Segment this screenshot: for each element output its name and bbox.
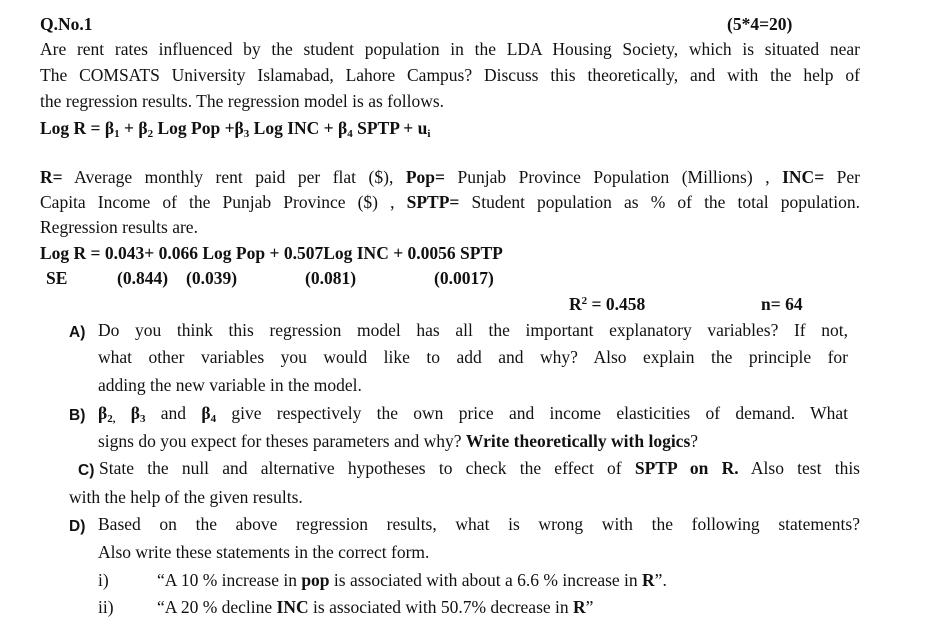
part-a-line-1: Do you think this regression model has all the important explanatory variables? If not,	[98, 320, 848, 340]
statement-ii: “A 20 % decline INC is associated with 50.7% decrease in R”	[157, 597, 594, 617]
part-b-line-2: signs do you expect for theses parameters and why? Write theoretically with logics?	[98, 431, 699, 451]
intro-line-2: The COMSATS University Islamabad, Lahore Campus? Discuss this theoretically, and with the help of	[40, 65, 860, 85]
statement-i-number: i)	[98, 570, 109, 590]
definitions-line-2: Capita Income of the Punjab Province ($) , SPTP= Student population as % of the total population.	[40, 192, 860, 212]
se-value-sptp: (0.0017)	[434, 268, 494, 288]
statement-ii-number: ii)	[98, 597, 114, 617]
statement-i: “A 10 % increase in pop is associated with about a 6.6 % increase in R”.	[157, 570, 667, 590]
part-c-line-2: with the help of the given results.	[69, 487, 303, 507]
question-marks: (5*4=20)	[727, 14, 793, 34]
part-d-line-1: Based on the above regression results, what is wrong with the following statements?	[98, 514, 860, 534]
estimated-equation: Log R = 0.043+ 0.066 Log Pop + 0.507Log INC + 0.0056 SPTP	[40, 243, 503, 263]
question-number: Q.No.1	[40, 14, 93, 34]
definitions-line-3: Regression results are.	[40, 217, 198, 237]
part-b-label: B)	[69, 407, 86, 424]
part-c-line-1: State the null and alternative hypotheses to check the effect of SPTP on R. Also test this	[99, 458, 860, 478]
part-a-line-2: what other variables you would like to add and why? Also explain the principle for	[98, 347, 848, 367]
intro-line-1: Are rent rates influenced by the student population in the LDA Housing Society, which is situated near	[40, 39, 860, 59]
part-c-label: C)	[78, 462, 95, 479]
part-d-label: D)	[69, 518, 86, 535]
regression-model: Log $R = \beta_1 + \beta_2$ Log Pop $+\beta_3$ Log INC + $\beta_4$ SPTP + $u_i$	[40, 118, 431, 140]
se-label: SE	[46, 268, 68, 288]
se-value-intercept: (0.844)	[117, 268, 169, 288]
se-value-inc: (0.081)	[305, 268, 357, 288]
definitions-line-1: R= Average monthly rent paid per flat ($), Pop= Punjab Province Population (Millions) , INC= Per	[40, 167, 861, 187]
part-d-line-2: Also write these statements in the correct form.	[98, 542, 430, 562]
r-squared: $R^2 = 0.458$	[569, 294, 646, 314]
part-a-label: A)	[69, 324, 86, 341]
part-a-line-3: adding the new variable in the model.	[98, 375, 362, 395]
sample-size: n= 64	[761, 294, 803, 314]
se-value-pop: (0.039)	[186, 268, 238, 288]
part-b-line-1: $\beta_{2,}$ $\beta_3$ and $\beta_4$ give respectively the own price and income elasticities of demand. What	[98, 403, 848, 425]
intro-line-3: the regression results. The regression model is as follows.	[40, 91, 445, 111]
